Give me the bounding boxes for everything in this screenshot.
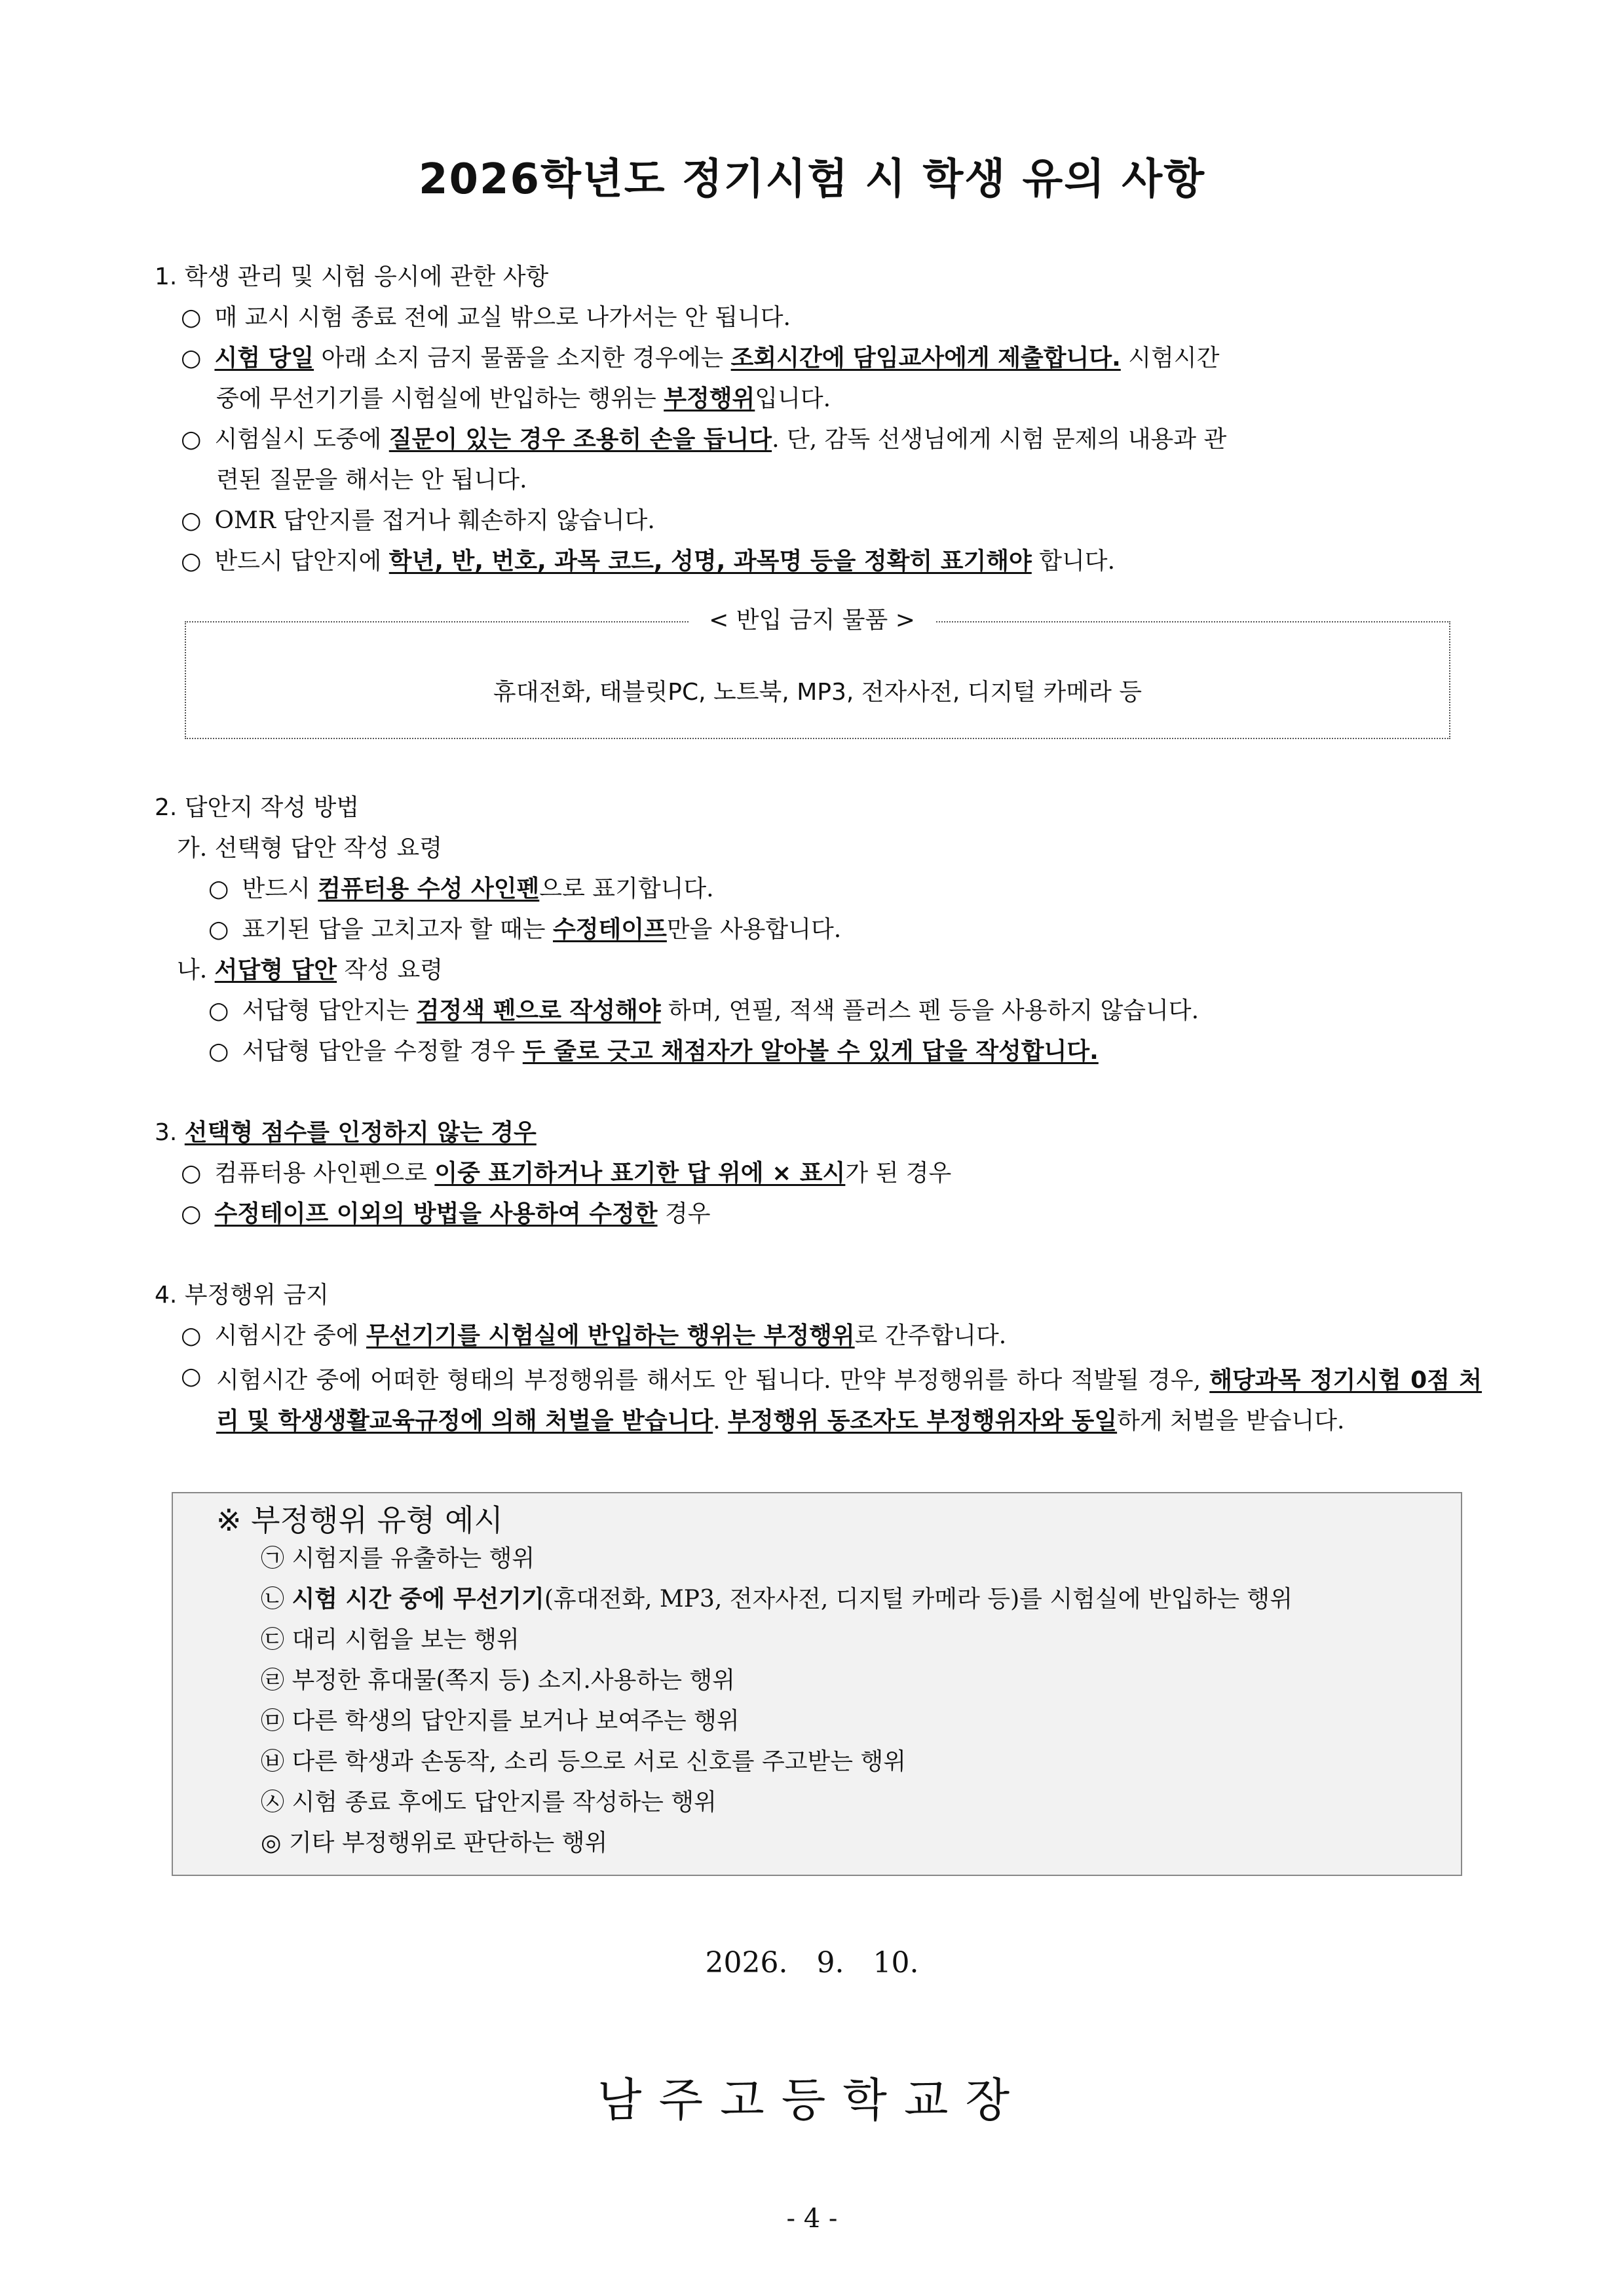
circle-bullet-icon: ○ xyxy=(181,1200,202,1227)
example-item: ㉢ 대리 시험을 보는 행위 xyxy=(261,1626,519,1653)
section3-item2: ○ 수정테이프 이외의 방법을 사용하여 수정한 경우 xyxy=(181,1198,711,1231)
circle-bullet-icon: ○ xyxy=(181,1160,202,1187)
example-item: ㉣ 부정한 휴대물(쪽지 등) 소지.사용하는 행위 xyxy=(261,1667,735,1694)
section2-sub-a-title: 가. 선택형 답안 작성 요령 xyxy=(177,835,442,862)
section2-sub-b-item2: ○ 서답형 답안을 수정할 경우 두 줄로 긋고 채점자가 알아볼 수 있게 답을 작성합니다. xyxy=(208,1035,1099,1068)
section1-heading: 1. 학생 관리 및 시험 응시에 관한 사항 xyxy=(155,263,549,290)
circled-letter-icon: ㉤ xyxy=(261,1708,285,1734)
circle-bullet-icon: ○ xyxy=(181,1363,202,1390)
document-title: 2026학년도 정기시험 시 학생 유의 사항 xyxy=(418,155,1206,204)
signer-name: 남주고등학교장 xyxy=(597,2073,1027,2127)
document-date: 2026. 9. 10. xyxy=(705,1946,919,1980)
section1-item-e: ○ 반드시 답안지에 학년, 반, 번호, 과목 코드, 성명, 과목명 등을 정확히 표기해야 합니다. xyxy=(181,545,1115,578)
section2-sub-a-item1: ○ 반드시 컴퓨터용 수성 사인펜으로 표기합니다. xyxy=(208,873,714,906)
circle-bullet-icon: ○ xyxy=(208,875,229,902)
banned-items-title: < 반입 금지 물품 > xyxy=(0,604,1624,637)
banned-items-list: 휴대전화, 태블릿PC, 노트북, MP3, 전자사전, 디지털 카메라 등 xyxy=(493,679,1142,706)
section1-item-a: ○ 매 교시 시험 종료 전에 교실 밖으로 나가서는 안 됩니다. xyxy=(181,301,791,334)
section2-heading: 2. 답안지 작성 방법 xyxy=(155,794,360,821)
section1-item-c-cont: 련된 질문을 해서는 안 됩니다. xyxy=(216,467,527,493)
example-item: ◎ 기타 부정행위로 판단하는 행위 xyxy=(261,1829,608,1856)
circled-letter-icon: ㉢ xyxy=(261,1626,285,1653)
circled-letter-icon: ㉣ xyxy=(261,1667,285,1694)
circled-letter-icon: ㉥ xyxy=(261,1748,285,1775)
page-number: - 4 - xyxy=(786,2204,838,2234)
section4-item2: 시험시간 중에 어떠한 형태의 부정행위를 해서도 안 됩니다. 만약 부정행위를 하다 적발될 경우, 해당과목 정기시험 0점 처리 및 학생생활교육규정에 의해 처벌을 받습니다. 부정행위 동조자도 부정행위자와 동일하게 처벌을 받습니다. xyxy=(216,1367,1482,1434)
example-item: ㉡ 시험 시간 중에 무선기기(휴대전화, MP3, 전자사전, 디지털 카메라 등)를 시험실에 반입하는 행위 xyxy=(261,1586,1293,1613)
example-item: ㉦ 시험 종료 후에도 답안지를 작성하는 행위 xyxy=(261,1789,717,1816)
section4-item2-bullet xyxy=(181,1360,207,1393)
circled-letter-icon: ㉦ xyxy=(261,1789,285,1816)
circle-bullet-icon: ○ xyxy=(208,1038,229,1065)
section1-item-b-cont: 중에 무선기기를 시험실에 반입하는 행위는 부정행위입니다. xyxy=(216,385,831,412)
section4-item1: ○ 시험시간 중에 무선기기를 시험실에 반입하는 행위는 부정행위로 간주합니다. xyxy=(181,1320,1006,1352)
circle-bullet-icon: ○ xyxy=(181,345,202,372)
section1-item-c: ○ 시험실시 도중에 질문이 있는 경우 조용히 손을 듭니다. 단, 감독 선생님에게 시험 문제의 내용과 관 xyxy=(181,423,1226,456)
circle-bullet-icon: ○ xyxy=(181,1322,202,1349)
section2-sub-a-item2: ○ 표기된 답을 고치고자 할 때는 수정테이프만을 사용합니다. xyxy=(208,913,841,946)
section2-sub-b-item1: ○ 서답형 답안지는 검정색 펜으로 작성해야 하며, 연필, 적색 플러스 펜 등을 사용하지 않습니다. xyxy=(208,995,1199,1027)
section1-item-d: ○ OMR 답안지를 접거나 훼손하지 않습니다. xyxy=(181,505,655,537)
circle-bullet-icon: ○ xyxy=(181,507,202,534)
circle-bullet-icon: ○ xyxy=(181,548,202,575)
circle-bullet-icon: ○ xyxy=(181,304,202,331)
section4-heading: 4. 부정행위 금지 xyxy=(155,1282,329,1309)
cheating-examples-title: ※ 부정행위 유형 예시 xyxy=(216,1502,503,1538)
circle-bullet-icon: ○ xyxy=(208,916,229,943)
circled-letter-icon: ㉠ xyxy=(261,1545,285,1572)
circle-bullet-icon: ○ xyxy=(181,426,202,453)
circle-bullet-icon: ○ xyxy=(208,997,229,1024)
example-item: ㉠ 시험지를 유출하는 행위 xyxy=(261,1545,535,1572)
double-circle-icon: ◎ xyxy=(261,1829,282,1856)
section3-heading: 3. 선택형 점수를 인정하지 않는 경우 xyxy=(155,1119,537,1146)
circled-letter-icon: ㉡ xyxy=(261,1586,285,1613)
example-item: ㉥ 다른 학생과 손동작, 소리 등으로 서로 신호를 주고받는 행위 xyxy=(261,1748,907,1775)
example-item: ㉤ 다른 학생의 답안지를 보거나 보여주는 행위 xyxy=(261,1708,740,1734)
section2-sub-b-title: 나. 서답형 답안 작성 요령 xyxy=(177,957,444,984)
section3-item1: ○ 컴퓨터용 사인펜으로 이중 표기하거나 표기한 답 위에 × 표시가 된 경우 xyxy=(181,1157,951,1190)
section1-item-b: ○ 시험 당일 아래 소지 금지 물품을 소지한 경우에는 조회시간에 담임교사에게 제출합니다. 시험시간 xyxy=(181,342,1219,375)
